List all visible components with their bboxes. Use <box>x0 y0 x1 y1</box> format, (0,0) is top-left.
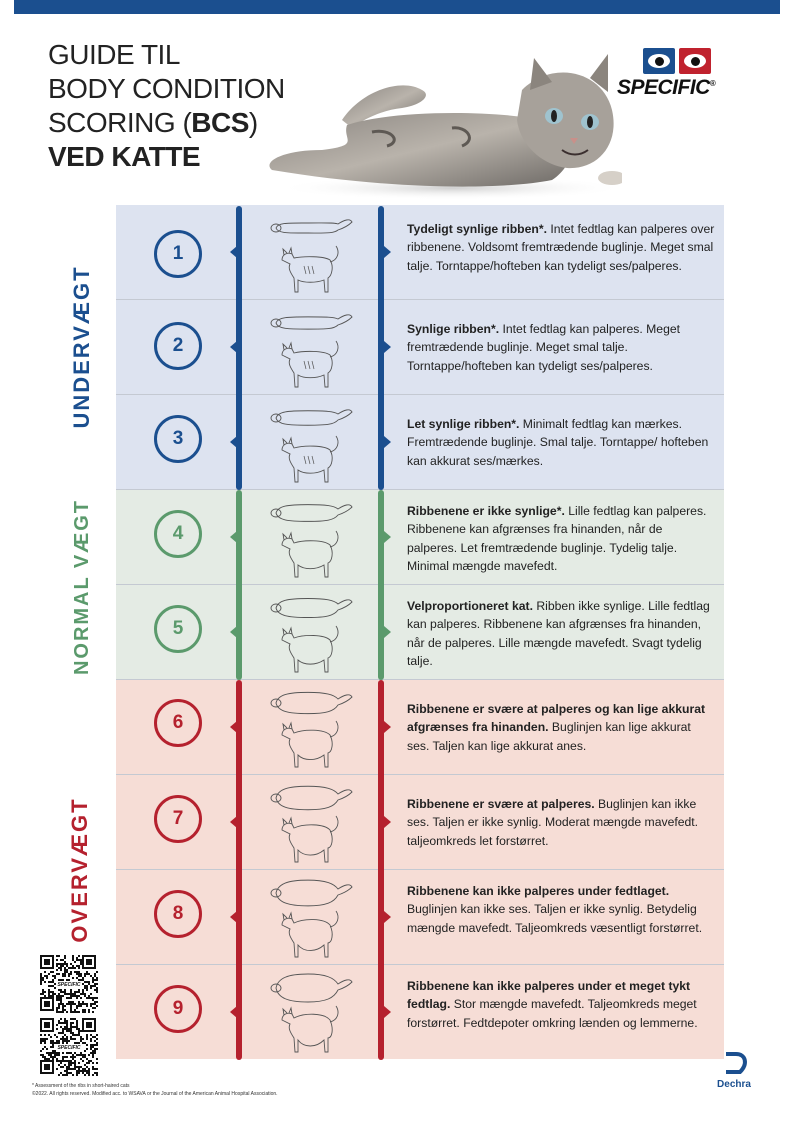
score-description-text: Minimalt fedtlag kan mærkes. Fremtrædende buglinje. Smal talje. Torntappe/ hofteben kan akkurat ses/mærkes. <box>407 417 709 468</box>
notch-icon <box>230 436 237 448</box>
score-description-text: Intet fedtlag kan palperes over ribbenene. Voldsomt fremtrædende buglinje. Meget smal talje. Torntappe/hofteben kan tydeligt ses/palperes. <box>407 222 715 273</box>
bcs-row-8 <box>116 870 724 965</box>
brand-trademark: ® <box>709 79 716 88</box>
bcs-row-7 <box>116 775 724 870</box>
top-bar <box>14 0 780 14</box>
title-line-3-prefix: SCORING ( <box>48 107 192 138</box>
score-description-text: Buglinjen kan lige akkurat ses. Taljen kan lige akkurat anes. <box>407 720 691 753</box>
notch-icon <box>230 626 237 638</box>
page-title <box>48 38 285 174</box>
score-circle: 8 <box>154 890 202 938</box>
bcs-row-4 <box>116 490 724 585</box>
notch-icon <box>230 246 237 258</box>
score-description-bold: Tydeligt synlige ribben*. <box>407 222 547 236</box>
bcs-row-5 <box>116 585 724 680</box>
score-circle: 2 <box>154 322 202 370</box>
notch-icon <box>384 626 391 638</box>
score-description <box>407 415 715 470</box>
notch-icon <box>384 341 391 353</box>
score-circle: 5 <box>154 605 202 653</box>
qr-brand-label: SPECIFIC <box>57 1045 81 1051</box>
score-description-text: Stor mængde mavefedt. Taljeomkreds meget forstørret. Fedtdepoter omkring lænden og lemmerne. <box>407 997 698 1030</box>
notch-icon <box>230 341 237 353</box>
divider-line-over-right <box>378 680 384 1060</box>
notch-icon <box>230 721 237 733</box>
divider-line-normal-right <box>378 490 384 680</box>
notch-icon <box>230 531 237 543</box>
score-description-text: Ribben ikke synlige. Lille fedtlag kan palperes. Ribbenene kan afgrænses fra hinanden, når de palperes. Lille mængde mavefedt. Svagt tydelig talje. <box>407 599 710 669</box>
score-circle: 6 <box>154 699 202 747</box>
title-line-2: BODY CONDITION <box>48 73 285 104</box>
brand-name <box>617 76 745 100</box>
category-label-under: UNDERVÆGT <box>69 265 94 429</box>
score-description <box>407 220 715 275</box>
notch-icon <box>384 531 391 543</box>
bcs-row-2 <box>116 300 724 395</box>
notch-icon <box>230 816 237 828</box>
score-description-bold: Ribbenene er ikke synlige*. <box>407 504 565 518</box>
notch-icon <box>384 816 391 828</box>
score-description-bold: Ribbenene er svære at palperes. <box>407 797 595 811</box>
cat-outline-icon <box>268 873 358 963</box>
score-description <box>407 795 715 850</box>
cat-photo <box>252 50 622 200</box>
score-description-bold: Ribbenene kan ikke palperes under et meget tykt fedtlag. <box>407 979 691 1012</box>
score-circle: 9 <box>154 985 202 1033</box>
eye-icon-blue <box>643 48 675 74</box>
notch-icon <box>384 246 391 258</box>
notch-icon <box>384 436 391 448</box>
title-line-3 <box>48 106 285 140</box>
qr-brand-label: SPECIFIC <box>57 982 81 988</box>
score-description-text: Lille fedtlag kan palperes. Ribbenene kan afgrænses fra hinanden, når de palperes. Let fremtrædende buglinje. Tydelig talje. Minimal mængde mavefedt. <box>407 504 707 574</box>
title-line-1: GUIDE TIL <box>48 39 180 70</box>
score-circle: 4 <box>154 510 202 558</box>
cat-outline-icon <box>268 303 358 393</box>
category-label-normal: NORMAL VÆGT <box>71 498 93 676</box>
score-description-text: Buglinjen kan ikke ses. Taljen er ikke synlig. Moderat mængde mavefedt. taljeomkreds let forstørret. <box>407 797 699 848</box>
score-description <box>407 700 715 755</box>
bcs-row-6 <box>116 680 724 775</box>
score-description <box>407 597 715 671</box>
cat-outline-icon <box>268 968 358 1058</box>
cat-outline-icon <box>268 398 358 488</box>
score-description <box>407 320 715 375</box>
score-circle: 7 <box>154 795 202 843</box>
cat-outline-icon <box>268 683 358 773</box>
dechra-wordmark: Dechra <box>717 1079 751 1090</box>
score-description <box>407 977 715 1032</box>
notch-icon <box>230 1006 237 1018</box>
cat-outline-icon <box>268 208 358 298</box>
score-description-text: Intet fedtlag kan palperes. Meget fremtrædende buglinje. Meget smal talje. Torntappe/hofteben kan tydeligt ses/palperes. <box>407 322 681 373</box>
score-description-text: Buglinjen kan ikke ses. Taljen er ikke synlig. Betydelig mængde mavefedt. Taljeomkreds væsentligt forstørret. <box>407 902 703 935</box>
category-label-over: OVERVÆGT <box>67 797 92 943</box>
title-line-4: VED KATTE <box>48 141 201 172</box>
notch-icon <box>384 911 391 923</box>
copyright: ©2022. All rights reserved. Modified acc. to WSAVA or the Journal of the American Animal Hospital Association. <box>32 1091 278 1097</box>
dechra-logo <box>712 1052 756 1092</box>
divider-line-over-left <box>236 680 242 1060</box>
divider-line-normal-left <box>236 490 242 680</box>
notch-icon <box>230 911 237 923</box>
notch-icon <box>384 1006 391 1018</box>
cat-outline-icon <box>268 588 358 678</box>
cat-outline-icon <box>268 493 358 583</box>
score-description-bold: Ribbenene kan ikke palperes under fedtlaget. <box>407 884 670 898</box>
title-line-3-suffix: ) <box>248 107 258 138</box>
title-bcs: BCS <box>191 107 249 138</box>
bcs-row-3 <box>116 395 724 490</box>
score-circle: 3 <box>154 415 202 463</box>
specific-logo <box>617 48 745 108</box>
score-description-bold: Let synlige ribben*. <box>407 417 520 431</box>
score-description <box>407 882 715 937</box>
bcs-row-1 <box>116 205 724 300</box>
score-description-bold: Synlige ribben*. <box>407 322 500 336</box>
score-description-bold: Ribbenene er svære at palperes og kan lige akkurat afgrænses fra hinanden. <box>407 702 706 735</box>
dechra-d-icon <box>724 1052 750 1074</box>
cat-outline-icon <box>268 778 358 868</box>
eye-icon-red <box>679 48 711 74</box>
score-circle: 1 <box>154 230 202 278</box>
bcs-row-9 <box>116 965 724 1059</box>
footnote: * Assessment of the ribs in short-haired cats <box>32 1083 130 1089</box>
score-description <box>407 502 715 576</box>
brand-name-text: SPECIFIC <box>617 76 710 99</box>
score-description-bold: Velproportioneret kat. <box>407 599 533 613</box>
notch-icon <box>384 721 391 733</box>
